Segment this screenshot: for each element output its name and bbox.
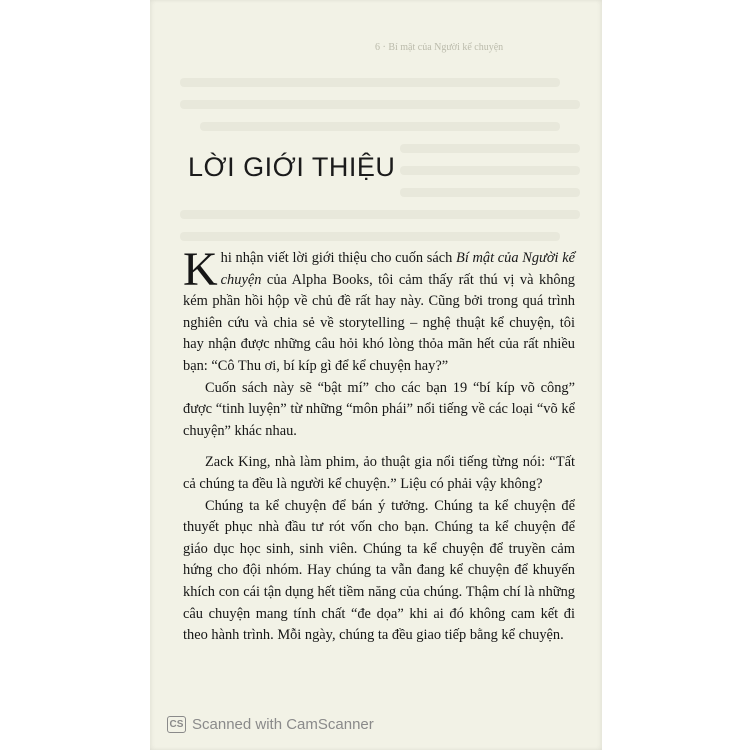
camscanner-logo-icon: CS: [167, 716, 186, 733]
paragraph-1: [183, 243, 575, 378]
drop-cap: K: [183, 243, 218, 296]
bleed-line: [400, 144, 580, 153]
running-head: 6 · Bí mật của Người kể chuyện: [375, 42, 504, 53]
paragraph-2: Cuốn sách này sẽ “bật mí” cho các bạn 19 “bí kíp võ công” được “tinh luyện” từ những “môn phái” nổi tiếng về các loại “võ kể chuyện” khác nhau.: [183, 379, 575, 439]
bleed-line: [180, 210, 580, 219]
book-page: [150, 0, 602, 750]
bleed-line: [400, 188, 580, 197]
bleed-line: [400, 166, 580, 175]
paragraph-1-text-b: của Alpha Books, tôi cảm thấy rất thú vị và không kém phần hồi hộp về chủ đề rất hay này. Cũng bởi trong quá trình nghiên cứu và chia sẻ về storytelling – nghệ thuật kể chuyện, tôi hay nhận được những câu hỏi khó lòng thỏa mãn hết của rất nhiều bạn: “Cô Thu ơi, bí kíp gì để kể chuyện hay?”: [183, 271, 575, 374]
body-text: [183, 243, 575, 647]
bleed-line: [200, 122, 560, 131]
watermark-text: Scanned with CamScanner: [192, 715, 374, 733]
page-title: LỜI GIỚI THIỆU: [188, 152, 396, 182]
bleed-line: [180, 100, 580, 109]
paragraph-4: Chúng ta kể chuyện để bán ý tưởng. Chúng ta kể chuyện để thuyết phục nhà đầu tư rót vốn cho bạn. Chúng ta kể chuyện để giáo dục học sinh, sinh viên. Chúng ta kể chuyện để truyền cảm hứng cho đội nhóm. Hay chúng ta vẫn đang kể chuyện để khuyến khích con cái tận dụng hết tiềm năng của chúng. Thậm chí là những câu chuyện mang tính chất “đe dọa” khi ai đó không cam kết đi theo hành trình. Mỗi ngày, chúng ta đều giao tiếp bằng kể chuyện.: [183, 497, 575, 644]
book-title: Bí mật của Người kể chuyện: [220, 250, 575, 288]
scanner-watermark: [167, 713, 374, 735]
bleed-line: [180, 78, 560, 87]
paragraph-3: Zack King, nhà làm phim, ảo thuật gia nổi tiếng từng nói: “Tất cả chúng ta đều là người kể chuyện.” Liệu có phải vậy không?: [183, 454, 575, 492]
paragraph-1-text-a: hi nhận viết lời giới thiệu cho cuốn sách: [220, 250, 457, 266]
bleed-line: [180, 232, 560, 241]
